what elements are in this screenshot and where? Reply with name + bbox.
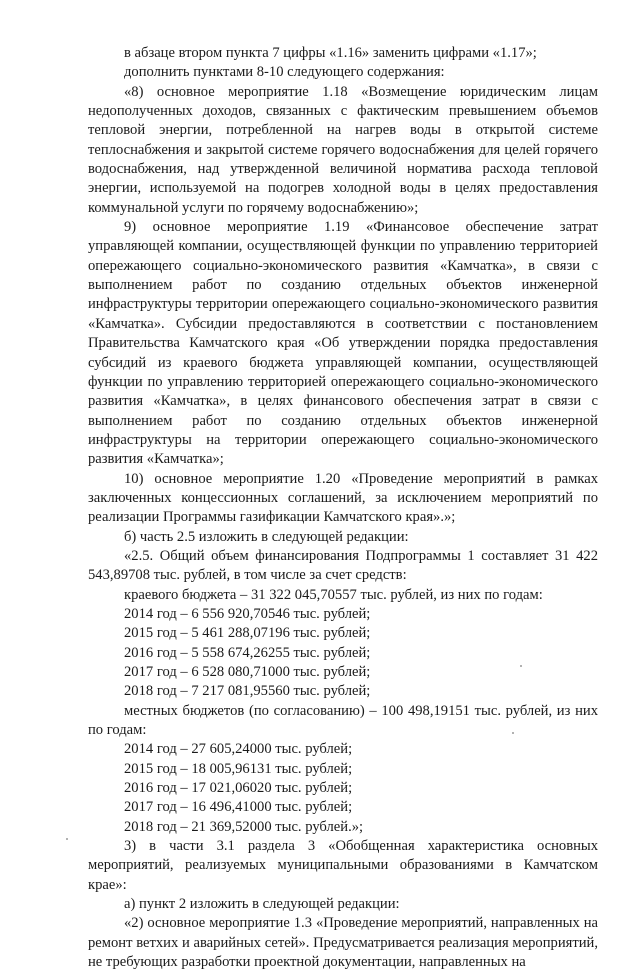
year-line: 2016 год – 5 558 674,26255 тыс. рублей;: [124, 644, 371, 661]
paragraph: дополнить пунктами 8-10 следующего содержания:: [124, 64, 445, 81]
paragraph: б) часть 2.5 изложить в следующей редакции:: [124, 528, 409, 545]
paragraph: в абзаце втором пункта 7 цифры «1.16» заменить цифрами «1.17»;: [124, 45, 537, 61]
year-line: 2018 год – 7 217 081,95560 тыс. рублей;: [124, 683, 371, 700]
budget-line: местных бюджетов (по согласованию) – 100 498,19151 тыс. рублей, из них по годам:: [88, 702, 598, 739]
paragraph: 3) в части 3.1 раздела 3 «Обобщенная характеристика основных мероприятий, реализуемых муниципальными образованиями в Камчатском крае»:: [88, 838, 598, 893]
year-line: 2015 год – 18 005,96131 тыс. рублей;: [124, 760, 353, 777]
year-line: 2017 год – 6 528 080,71000 тыс. рублей;: [124, 664, 371, 680]
year-line: 2015 год – 5 461 288,07196 тыс. рублей;: [124, 625, 371, 642]
budget-line: краевого бюджета – 31 322 045,70557 тыс. рублей, из них по годам:: [124, 586, 543, 603]
paragraph: «8) основное мероприятие 1.18 «Возмещение юридическим лицам недополученных доходов, связанных с фактическим превышением объемов тепловой энергии, потребленной на нагрев воды в открытой системе теплоснабжения и закрытой системе горячего водоснабжения для целей горячего водоснабжения, над утвержденной величиной норматива расхода тепловой энергии, используемой на подогрев холодной воды в целях предоставления коммунальной услуги по горячему водоснабжению»;: [88, 83, 598, 216]
document-page: [88, 44, 598, 973]
scan-speck: [512, 732, 514, 734]
paragraph: 10) основное мероприятие 1.20 «Проведение мероприятий в рамках заключенных концессионных соглашений, за исключением мероприятий по реализации Программы газификации Камчатского края».»;: [88, 470, 598, 526]
paragraph: «2) основное мероприятие 1.3 «Проведение мероприятий, направленных на ремонт ветхих и аварийных сетей». Предусматривается реализация мероприятий, не требующих разработки проектной документации, направленных на: [88, 915, 598, 971]
year-line: 2017 год – 16 496,41000 тыс. рублей;: [124, 799, 353, 816]
year-line: 2014 год – 6 556 920,70546 тыс. рублей;: [124, 605, 371, 622]
scan-speck: [66, 838, 68, 840]
year-line: 2016 год – 17 021,06020 тыс. рублей;: [124, 780, 353, 797]
paragraph: «2.5. Общий объем финансирования Подпрограммы 1 составляет 31 422 543,89708 тыс. рублей, в том числе за счет средств:: [88, 547, 598, 584]
year-line: 2018 год – 21 369,52000 тыс. рублей.»;: [124, 818, 364, 835]
scan-speck: [520, 665, 522, 667]
paragraph: а) пункт 2 изложить в следующей редакции:: [124, 896, 400, 913]
paragraph: 9) основное мероприятие 1.19 «Финансовое обеспечение затрат управляющей компании, осуществляющей функции по управлению территорией опережающего социально-экономического развития «Камчатка», в связи с выполнением работ по созданию отдельных объектов инженерной инфраструктуры территории опережающего социально-экономического развития «Камчатка». Субсидии предоставляются в соответствии с постановлением Правительства Камчатского края «Об утверждении порядка предоставления субсидий из краевого бюджета управляющей компании, осуществляющей функции по управлению территорией опережающего социально-экономического развития «Камчатка», в целях финансового обеспечения затрат в связи с выполнением работ по созданию отдельных объектов инженерной инфраструктуры на территории опережающего социально-экономического развития «Камчатка»;: [88, 219, 598, 468]
year-line: 2014 год – 27 605,24000 тыс. рублей;: [124, 741, 353, 758]
